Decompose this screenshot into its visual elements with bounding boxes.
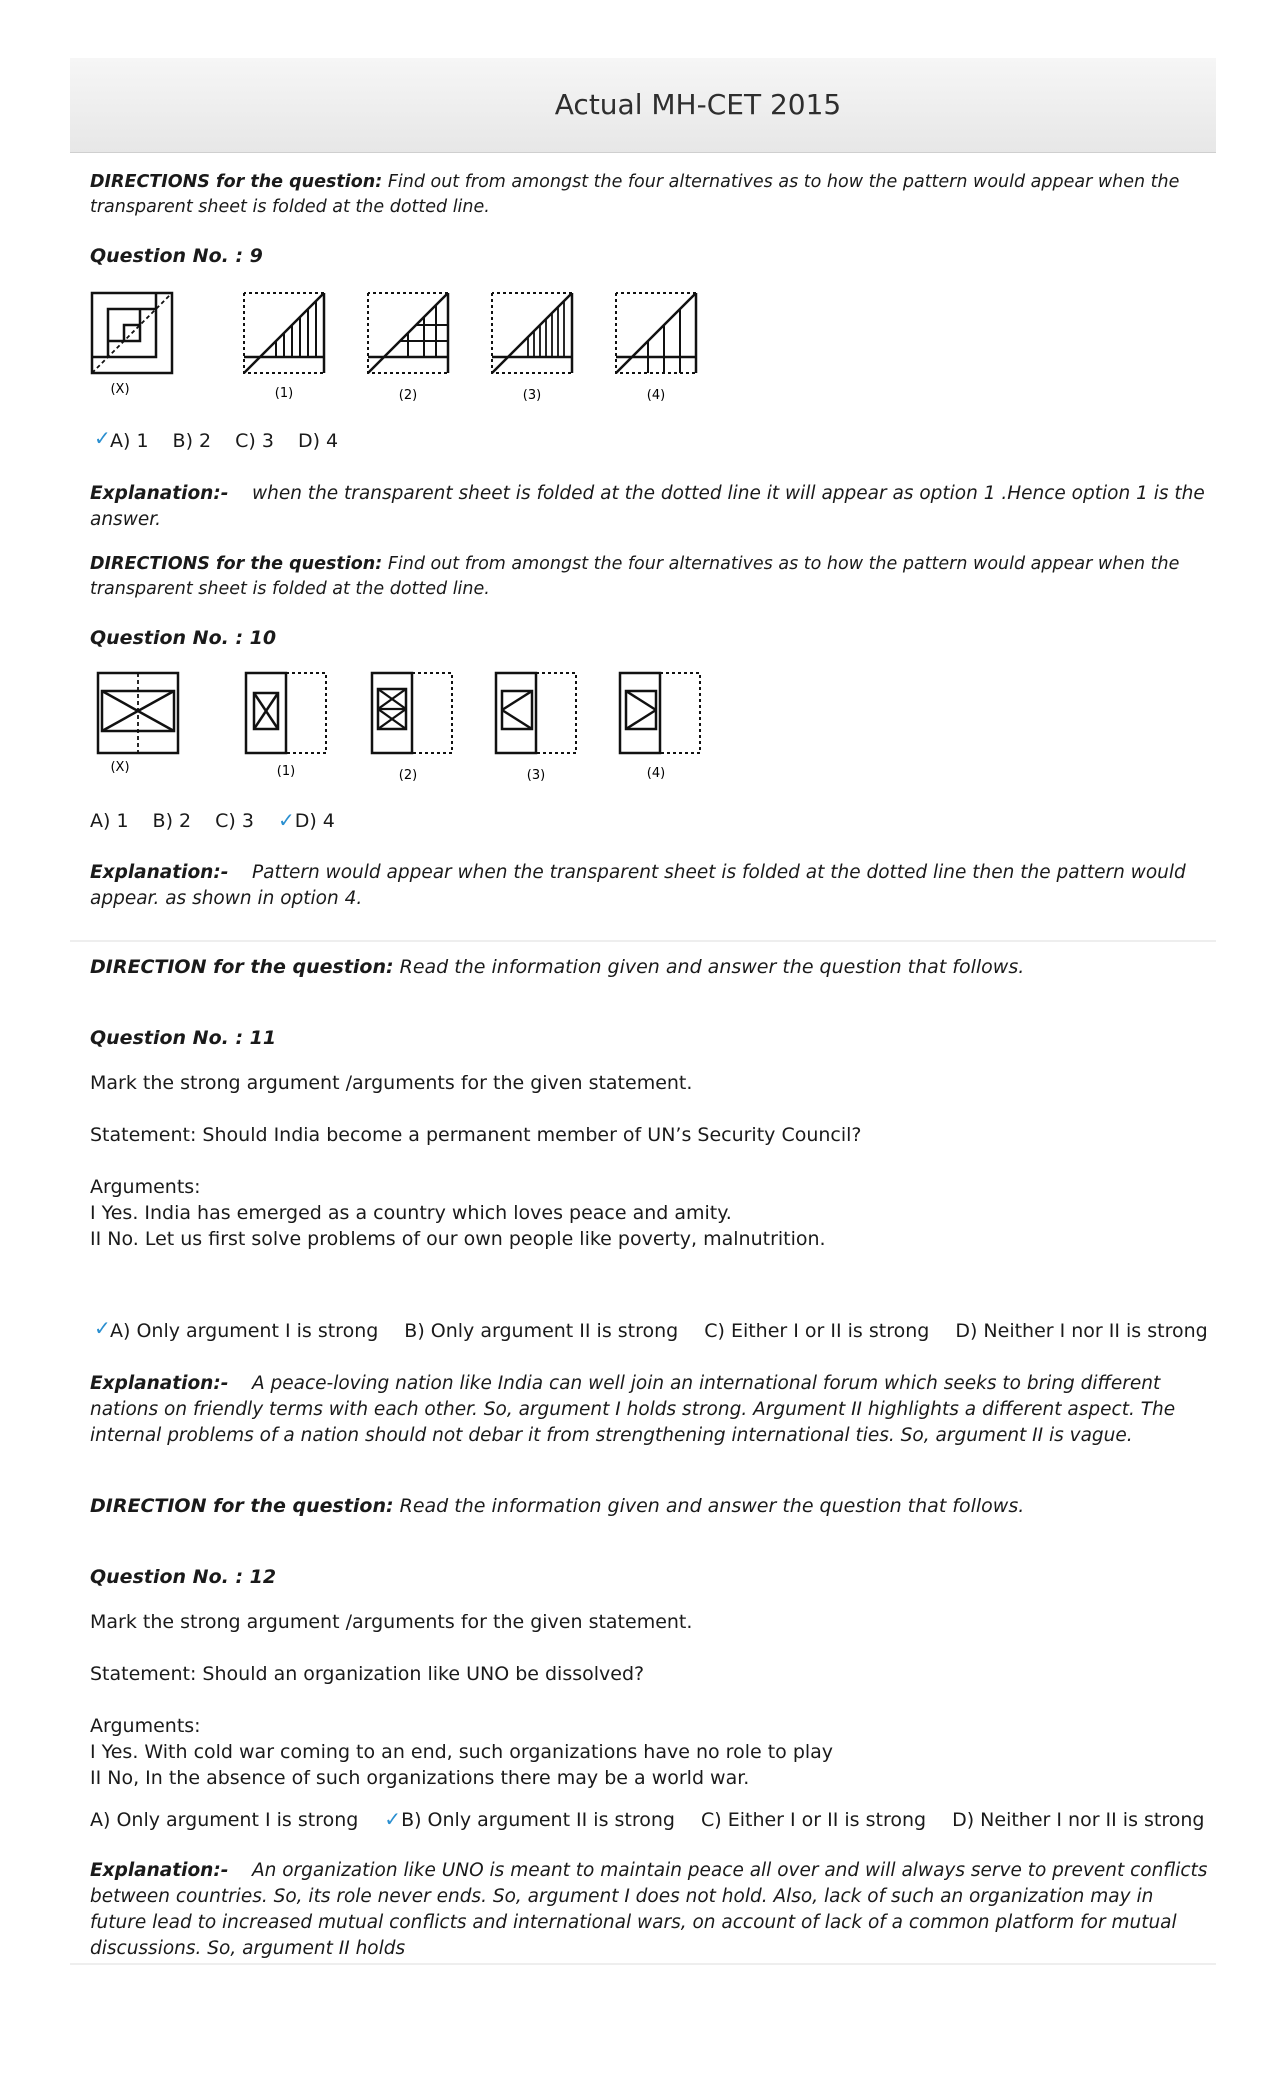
q10-directions [90, 552, 1210, 602]
q9-figure-2 [368, 293, 448, 373]
q12-option-c[interactable]: C) Either I or II is strong [701, 1809, 927, 1831]
q12-argument-1: I Yes. With cold war coming to an end, such organizations have no role to play [90, 1741, 834, 1763]
q12-option-a[interactable]: A) Only argument I is strong [90, 1809, 359, 1831]
q11-argument-1: I Yes. India has emerged as a country which loves peace and amity. [90, 1202, 732, 1224]
q11-argument-2: II No. Let us first solve problems of our own people like poverty, malnutrition. [90, 1228, 826, 1250]
q10-figure-2 [372, 673, 452, 753]
q11-options [94, 1316, 1234, 1342]
q9-figure-x [92, 293, 172, 373]
q9-figure-1 [244, 293, 324, 373]
q10-label-x: (X) [110, 760, 130, 775]
q11-explanation-text: A peace-loving nation like India can well join an international forum which seeks to bring different nations on friendly terms with each other. So, argument I holds strong. Argument II highlights a different aspect. The internal problems of a nation should not debar it from strengthening international ties. So, argument II is vague. [90, 1373, 1176, 1446]
page-header [70, 58, 1216, 153]
q12-statement: Statement: Should an organization like UNO be dissolved? [90, 1663, 645, 1685]
q12-argument-2: II No, In the absence of such organizations there may be a world war. [90, 1767, 750, 1789]
q9-option-c[interactable]: C) 3 [235, 430, 274, 452]
page-bottom-divider [70, 1963, 1216, 1965]
q10-explanation-label: Explanation:- [90, 862, 229, 883]
q11-direction-text: Read the information given and answer the question that follows. [393, 956, 1025, 978]
q12-correct-tick-icon: ✓ [384, 1807, 402, 1831]
q9-figure-4 [616, 293, 696, 373]
q10-option-c[interactable]: C) 3 [215, 810, 254, 832]
q11-option-a[interactable]: A) Only argument I is strong [110, 1320, 379, 1342]
q11-option-c[interactable]: C) Either I or II is strong [704, 1320, 930, 1342]
q9-label-3: (3) [522, 388, 542, 403]
page-title: Actual MH-CET 2015 [554, 88, 842, 121]
q10-option-d[interactable]: D) 4 [294, 810, 335, 832]
q10-number: Question No. : 10 [90, 627, 277, 649]
q10-label-3: (3) [526, 768, 546, 783]
q11-statement: Statement: Should India become a permanent member of UN’s Security Council? [90, 1124, 862, 1146]
q9-label-1: (1) [274, 386, 294, 401]
q11-directions [90, 955, 1210, 980]
q10-label-2: (2) [398, 768, 418, 783]
q12-arguments [90, 1713, 833, 1791]
q10-figure-x [98, 673, 178, 753]
q10-explanation-text: Pattern would appear when the transparent sheet is folded at the dotted line then the pattern would appear. as shown in option 4. [90, 862, 1186, 909]
q10-figure-3 [496, 673, 576, 753]
q12-explanation-label: Explanation:- [90, 1860, 229, 1881]
q10-figure-1 [246, 673, 326, 753]
q9-number: Question No. : 9 [90, 245, 263, 267]
q10-label-4: (4) [646, 766, 666, 781]
q11-direction-label: DIRECTION for the question: [90, 956, 394, 978]
q10-options [90, 808, 359, 832]
q10-option-a[interactable]: A) 1 [90, 810, 129, 832]
q12-option-b[interactable]: B) Only argument II is strong [401, 1809, 675, 1831]
q9-correct-tick-icon: ✓ [94, 426, 111, 450]
q11-explanation-label: Explanation:- [90, 1373, 229, 1394]
q11-prompt: Mark the strong argument /arguments for the given statement. [90, 1072, 693, 1094]
q11-explanation [90, 1371, 1210, 1449]
q11-arguments [90, 1174, 826, 1252]
q10-label-1: (1) [276, 764, 296, 779]
q10-option-b[interactable]: B) 2 [152, 810, 192, 832]
q12-direction-text: Read the information given and answer the question that follows. [393, 1495, 1025, 1517]
q10-figure-4 [620, 673, 700, 753]
q11-option-b[interactable]: B) Only argument II is strong [404, 1320, 679, 1342]
q9-figures [88, 285, 708, 410]
q9-option-d[interactable]: D) 4 [297, 430, 339, 452]
section-divider [70, 940, 1216, 942]
q12-arguments-heading: Arguments: [90, 1715, 201, 1737]
q9-explanation-text: when the transparent sheet is folded at the dotted line it will appear as option 1 .Hence option 1 is the answer. [90, 483, 1205, 530]
q12-explanation-text: An organization like UNO is meant to maintain peace all over and will always serve to prevent conflicts between countries. So, its role never ends. So, argument I does not hold. Also, lack of such an organization may in future lead to increased mutual conflicts and international wars, on account of lack of a common platform for mutual discussions. So, argument II holds [90, 1860, 1208, 1959]
q9-label-4: (4) [646, 388, 666, 403]
q12-explanation [90, 1858, 1210, 1962]
q12-option-d[interactable]: D) Neither I nor II is strong [952, 1809, 1205, 1831]
q9-option-b[interactable]: B) 2 [172, 430, 212, 452]
q9-figure-3 [492, 293, 572, 373]
q12-options [90, 1807, 1230, 1831]
q10-direction-label: DIRECTIONS for the question: [90, 554, 383, 574]
q11-option-d[interactable]: D) Neither I nor II is strong [955, 1320, 1208, 1342]
q9-explanation [90, 481, 1210, 533]
q10-direction-text: Find out from amongst the four alternatives as to how the pattern would appear when the transparent sheet is folded at the dotted line. [90, 554, 1180, 599]
q11-number: Question No. : 11 [90, 1027, 277, 1049]
q12-direction-label: DIRECTION for the question: [90, 1495, 394, 1517]
q12-number: Question No. : 12 [90, 1566, 277, 1588]
q9-options [94, 426, 362, 452]
q9-direction-label: DIRECTIONS for the question: [90, 172, 383, 192]
q12-prompt: Mark the strong argument /arguments for the given statement. [90, 1611, 693, 1633]
q11-arguments-heading: Arguments: [90, 1176, 201, 1198]
q10-explanation [90, 860, 1210, 912]
q9-directions [90, 170, 1210, 220]
q9-option-a[interactable]: A) 1 [110, 430, 149, 452]
q9-label-x: (X) [110, 382, 130, 397]
q9-explanation-label: Explanation:- [90, 483, 229, 504]
q9-label-2: (2) [398, 388, 418, 403]
q10-figures [88, 665, 718, 795]
q10-correct-tick-icon: ✓ [277, 808, 295, 832]
q11-correct-tick-icon: ✓ [94, 1316, 111, 1340]
q9-direction-text: Find out from amongst the four alternatives as to how the pattern would appear when the transparent sheet is folded at the dotted line. [90, 172, 1180, 217]
q12-directions [90, 1494, 1210, 1519]
